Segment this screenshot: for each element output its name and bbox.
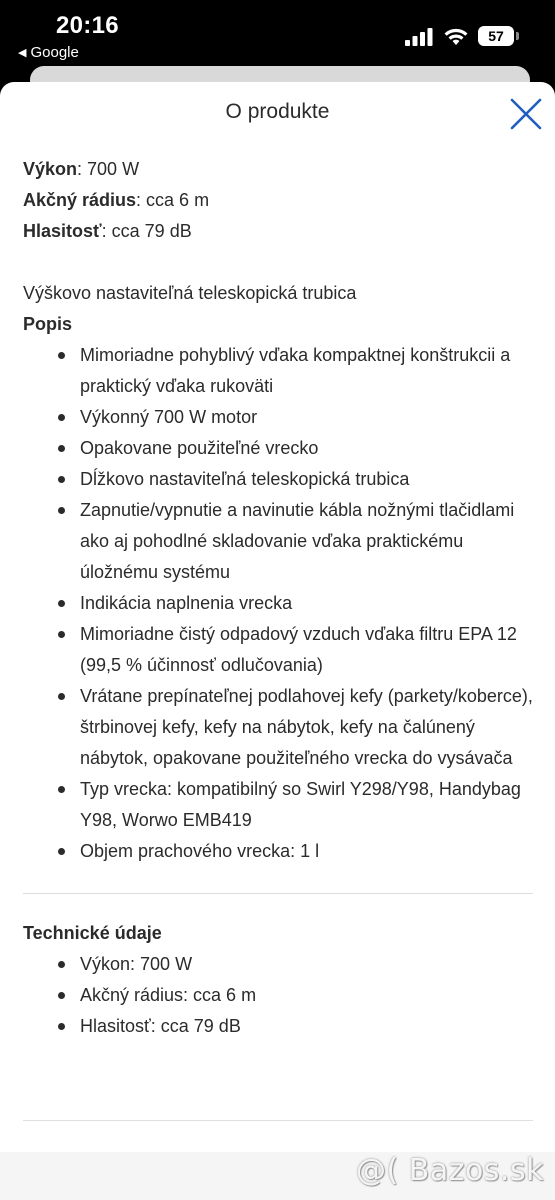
list-item: Akčný rádius: cca 6 m xyxy=(23,980,535,1011)
spec-radius: Akčný rádius: cca 6 m xyxy=(23,190,210,210)
spec-power: Výkon: 700 W xyxy=(23,159,140,179)
list-item: Mimoriadne čistý odpadový vzduch vďaka filtru EPA 12 (99,5 % účinnosť odlučovania) xyxy=(23,619,535,681)
battery-level: 57 xyxy=(488,28,504,44)
list-item: Vrátane prepínateľnej podlahovej kefy (parkety/koberce), štrbinovej kefy, kefy na nábytok, kefy na čalúnený nábytok, opakovane použiteľného vrecka do vysávača xyxy=(23,681,535,774)
status-time: 20:16 xyxy=(56,12,119,39)
list-item: Hlasitosť: cca 79 dB xyxy=(23,1011,535,1042)
description-heading: Popis xyxy=(23,314,73,334)
back-to-app-link[interactable] xyxy=(18,44,79,61)
tech-heading: Technické údaje xyxy=(23,923,162,943)
status-bar xyxy=(0,0,555,66)
tech-list xyxy=(23,949,535,1042)
intro-text: Výškovo nastaviteľná teleskopická trubica xyxy=(23,283,357,303)
back-app-label: Google xyxy=(30,44,79,61)
description-list xyxy=(23,340,535,867)
bottom-divider xyxy=(23,1120,533,1121)
list-item: Opakovane použiteľné vrecko xyxy=(23,433,535,464)
section-divider xyxy=(23,893,533,894)
list-item: Výkon: 700 W xyxy=(23,949,535,980)
list-item: Objem prachového vrecka: 1 l xyxy=(23,836,535,867)
product-info-sheet xyxy=(0,82,555,1152)
list-item: Mimoriadne pohyblivý vďaka kompaktnej konštrukcii a praktický vďaka rukoväti xyxy=(23,340,535,402)
sheet-title: O produkte xyxy=(225,100,330,123)
wifi-icon xyxy=(443,26,469,46)
list-item: Indikácia naplnenia vrecka xyxy=(23,588,535,619)
battery-icon xyxy=(478,26,514,46)
battery-cap xyxy=(516,32,519,40)
list-item: Výkonný 700 W motor xyxy=(23,402,535,433)
list-item: Typ vrecka: kompatibilný so Swirl Y298/Y98, Handybag Y98, Worwo EMB419 xyxy=(23,774,535,836)
close-icon[interactable] xyxy=(508,96,544,132)
back-arrow-icon: ◀ xyxy=(18,47,27,59)
list-item: Dĺžkovo nastaviteľná teleskopická trubica xyxy=(23,464,535,495)
bazos-watermark: @( Bazos.sk xyxy=(356,1153,544,1188)
cellular-signal-icon xyxy=(405,28,433,46)
list-item: Zapnutie/vypnutie a navinutie kábla nožnými tlačidlami ako aj pohodlné skladovanie vďaka praktickému úložnému systému xyxy=(23,495,535,588)
spec-noise: Hlasitosť: cca 79 dB xyxy=(23,221,192,241)
product-details xyxy=(23,154,535,1042)
